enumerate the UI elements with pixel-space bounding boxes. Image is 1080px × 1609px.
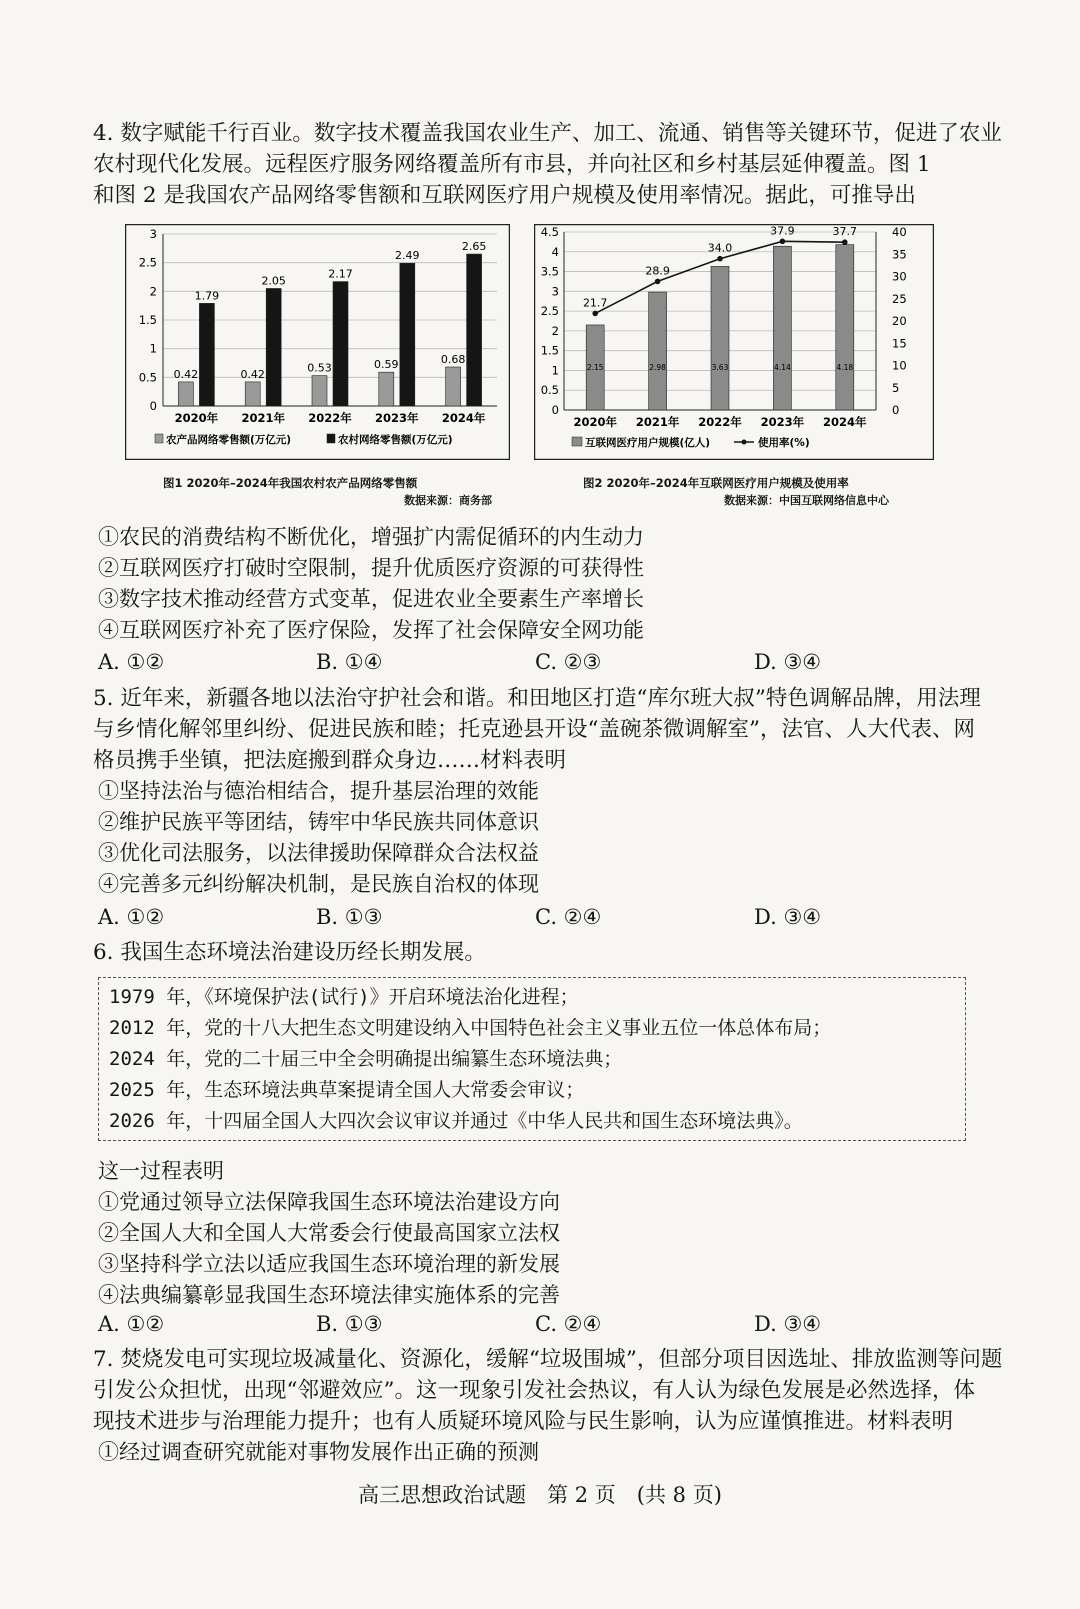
x-tick-label: 2020年 [573,415,617,429]
y-right-tick-label: 5 [892,380,900,395]
legend-swatch [572,437,582,446]
q5-choice-a[interactable]: A. ①② [98,905,165,929]
timeline-entry: 2026 年，十四届全国人大四次会议审议并通过《中华人民共和国生态环境法典》。 [109,1110,803,1132]
timeline-entry: 1979 年，《环境保护法(试行)》开启环境法治化进程； [109,986,579,1008]
y-left-tick-label: 4 [551,244,559,259]
chart-2-source: 数据来源：中国互联网络信息中心 [724,494,889,507]
x-tick-label: 2023年 [760,415,805,429]
q6-option: ①党通过领导立法保障我国生态环境法治建设方向 [98,1190,560,1214]
bar [312,376,327,406]
usage-rate-label: 21.7 [582,296,608,310]
data-label: 2.65 [461,240,487,254]
chart-1-svg [125,224,510,460]
chart-2-title: 图2 2020年–2024年互联网医疗用户规模及使用率 [583,476,849,490]
q5-option: ④完善多元纠纷解决机制，是民族自治权的体现 [98,872,539,896]
q5-line: 5. 近年来，新疆各地以法治守护社会和谐。和田地区打造“库尔班大叔”特色调解品牌，用法理 [93,686,981,711]
x-tick-label: 2020年 [174,411,219,425]
y-left-tick-label: 2 [551,323,559,338]
y-tick-label: 1.5 [138,313,157,327]
q5-option: ③优化司法服务，以法律援助保障群众合法权益 [98,841,539,865]
data-label: 0.68 [440,353,466,367]
y-right-tick-label: 35 [892,247,907,262]
data-label: 2.17 [328,267,353,281]
y-right-tick-label: 15 [892,336,907,351]
question-6-stem [93,937,973,968]
usage-rate-label: 37.7 [832,225,858,239]
chart-1-title: 图1 2020年–2024年我国农村农产品网络零售额 [163,476,418,490]
legend-label: 农村网络零售额(万亿元) [338,434,453,446]
q7-line: 引发公众担忧，出现“邻避效应”。这一现象引发社会热议，有人认为绿色发展是必然选择，体 [93,1378,975,1403]
timeline-entry: 2012 年，党的十八大把生态文明建设纳入中国特色社会主义事业五位一体总体布局； [109,1017,832,1039]
bar [379,372,394,406]
q4-choices [98,650,898,681]
x-tick-label: 2023年 [375,411,419,425]
q5-choice-b[interactable]: B. ①③ [316,905,383,929]
data-label: 2.05 [261,274,286,288]
q4-option: ③数字技术推动经营方式变革，促进农业全要素生产率增长 [98,587,644,611]
q4-option: ②互联网医疗打破时空限制，提升优质医疗资源的可获得性 [98,556,644,580]
q4-choice-a[interactable]: A. ①② [98,650,165,674]
q5-line: 格员携手坐镇，把法庭搬到群众身边……材料表明 [93,748,567,773]
chart-1 [125,224,510,464]
bar [711,266,729,410]
y-left-tick-label: 3.5 [540,264,559,279]
y-left-tick-label: 2.5 [540,304,559,319]
bar-value-label: 2.15 [586,363,604,372]
x-tick-label: 2021年 [635,415,680,429]
legend-marker [742,440,747,445]
usage-rate-point [717,256,723,262]
q4-choice-d[interactable]: D. ③④ [754,650,822,674]
bar [245,382,260,406]
q7-line: 现技术进步与治理能力提升；也有人质疑环境风险与民生影响，认为应谨慎推进。材料表明 [93,1409,954,1434]
bar [467,254,482,406]
q4-option: ④互联网医疗补充了医疗保险，发挥了社会保障安全网功能 [98,618,644,642]
bar [266,288,281,406]
x-tick-label: 2022年 [308,411,352,425]
q4-line: 4. 数字赋能千行百业。数字技术覆盖我国农业生产、加工、流通、销售等关键环节，促进了农业 [93,121,1002,146]
bar [446,367,461,406]
y-tick-label: 2.5 [138,255,157,270]
legend-label: 使用率(%) [758,437,810,449]
x-tick-label: 2024年 [823,415,867,429]
q6-choice-d[interactable]: D. ③④ [754,1312,822,1336]
q5-line: 与乡情化解邻里纠纷、促进民族和睦；托克逊县开设“盖碗茶微调解室”，法官、人大代表、网 [93,717,975,742]
bar [199,303,214,406]
q4-option: ①农民的消费结构不断优化，增强扩内需促循环的内生动力 [98,525,644,549]
q6-stem-text: 6. 我国生态环境法治建设历经长期发展。 [93,940,486,965]
q7-options [98,1437,539,1468]
timeline-entry: 2025 年，生态环境法典草案提请全国人大常委会审议； [109,1079,585,1101]
data-label: 0.53 [307,361,332,375]
y-left-tick-label: 4.5 [540,225,559,239]
q6-choice-b[interactable]: B. ①③ [316,1312,383,1336]
data-label: 0.42 [173,367,199,381]
bar-value-label: 4.18 [836,363,854,372]
q5-option: ②维护民族平等团结，铸牢中华民族共同体意识 [98,810,539,834]
q6-choice-a[interactable]: A. ①② [98,1312,165,1336]
q6-option: ②全国人大和全国人大常委会行使最高国家立法权 [98,1221,560,1245]
usage-rate-point [780,239,786,245]
q4-line: 农村现代化发展。远程医疗服务网络覆盖所有市县，并向社区和乡村基层延伸覆盖。图 1 [93,152,931,177]
bar-value-label: 3.63 [711,363,729,372]
data-label: 2.49 [395,249,420,263]
y-left-tick-label: 1.5 [540,343,559,358]
y-right-tick-label: 10 [892,358,907,373]
legend-swatch [327,434,335,443]
y-left-tick-label: 0 [551,403,559,417]
q6-option: ③坚持科学立法以适应我国生态环境治理的新发展 [98,1252,560,1276]
y-left-tick-label: 1 [551,363,559,378]
bar [400,263,415,406]
q5-choice-d[interactable]: D. ③④ [754,905,822,929]
q4-line: 和图 2 是我国农产品网络零售额和互联网医疗用户规模及使用率情况。据此，可推导出 [93,183,916,208]
bar [773,246,791,410]
q4-options [98,522,644,646]
q7-line: 7. 焚烧发电可实现垃圾减量化、资源化，缓解“垃圾围城”，但部分项目因选址、排放监测等问题 [93,1347,1003,1372]
q5-options [98,776,539,900]
q7-option: ①经过调查研究就能对事物发展作出正确的预测 [98,1440,539,1464]
x-tick-label: 2022年 [698,415,742,429]
y-right-tick-label: 25 [892,291,907,306]
y-right-tick-label: 40 [892,225,907,239]
q4-choice-c[interactable]: C. ②③ [535,650,602,674]
usage-rate-point [592,311,598,317]
usage-rate-label: 37.9 [770,224,795,238]
chart-1-source: 数据来源：商务部 [404,494,492,507]
q5-choice-c[interactable]: C. ②④ [535,905,602,929]
usage-rate-label: 34.0 [707,241,733,255]
usage-rate-label: 28.9 [645,264,670,278]
bar [649,292,667,410]
q6-option: ④法典编纂彰显我国生态环境法律实施体系的完善 [98,1283,560,1307]
y-right-tick-label: 20 [892,314,907,328]
chart-2 [534,224,934,464]
q5-choices [98,905,898,936]
q6-options [98,1156,560,1311]
bar [333,282,348,406]
data-label: 0.59 [374,358,399,372]
legend-label: 互联网医疗用户规模(亿人) [585,437,711,449]
usage-rate-point [842,239,848,245]
timeline-entry: 2024 年，党的二十届三中全会明确提出编纂生态环境法典； [109,1048,623,1070]
legend-swatch [155,434,163,443]
x-tick-label: 2024年 [441,411,486,425]
q6-prompt: 这一过程表明 [98,1159,224,1183]
q4-choice-b[interactable]: B. ①④ [316,650,383,674]
page-footer: 高三思想政治试题 第 2 页 (共 8 页) [358,1483,722,1507]
x-tick-label: 2021年 [241,411,285,425]
data-label: 0.42 [240,367,265,381]
y-left-tick-label: 3 [551,284,559,299]
bar [836,245,854,410]
bar-value-label: 2.98 [649,363,666,372]
y-tick-label: 1 [149,341,157,356]
question-7-stem [93,1344,1003,1437]
usage-rate-point [655,279,661,285]
question-5-stem [93,683,981,776]
y-right-tick-label: 0 [892,403,900,417]
q6-choices [98,1312,898,1343]
legend-label: 农产品网络零售额(万亿元) [166,434,292,446]
q6-timeline-box [98,977,966,1141]
bar [178,382,193,406]
data-label: 1.79 [194,289,220,303]
y-tick-label: 0 [149,399,157,413]
chart-2-svg [534,224,934,460]
y-tick-label: 3 [149,227,157,241]
y-tick-label: 2 [149,284,157,299]
y-left-tick-label: 0.5 [540,383,559,398]
y-right-tick-label: 30 [892,269,907,284]
bar-value-label: 4.14 [774,363,791,372]
y-tick-label: 0.5 [138,370,157,385]
question-4-stem [93,118,1002,211]
q6-choice-c[interactable]: C. ②④ [535,1312,602,1336]
q5-option: ①坚持法治与德治相结合，提升基层治理的效能 [98,779,539,803]
